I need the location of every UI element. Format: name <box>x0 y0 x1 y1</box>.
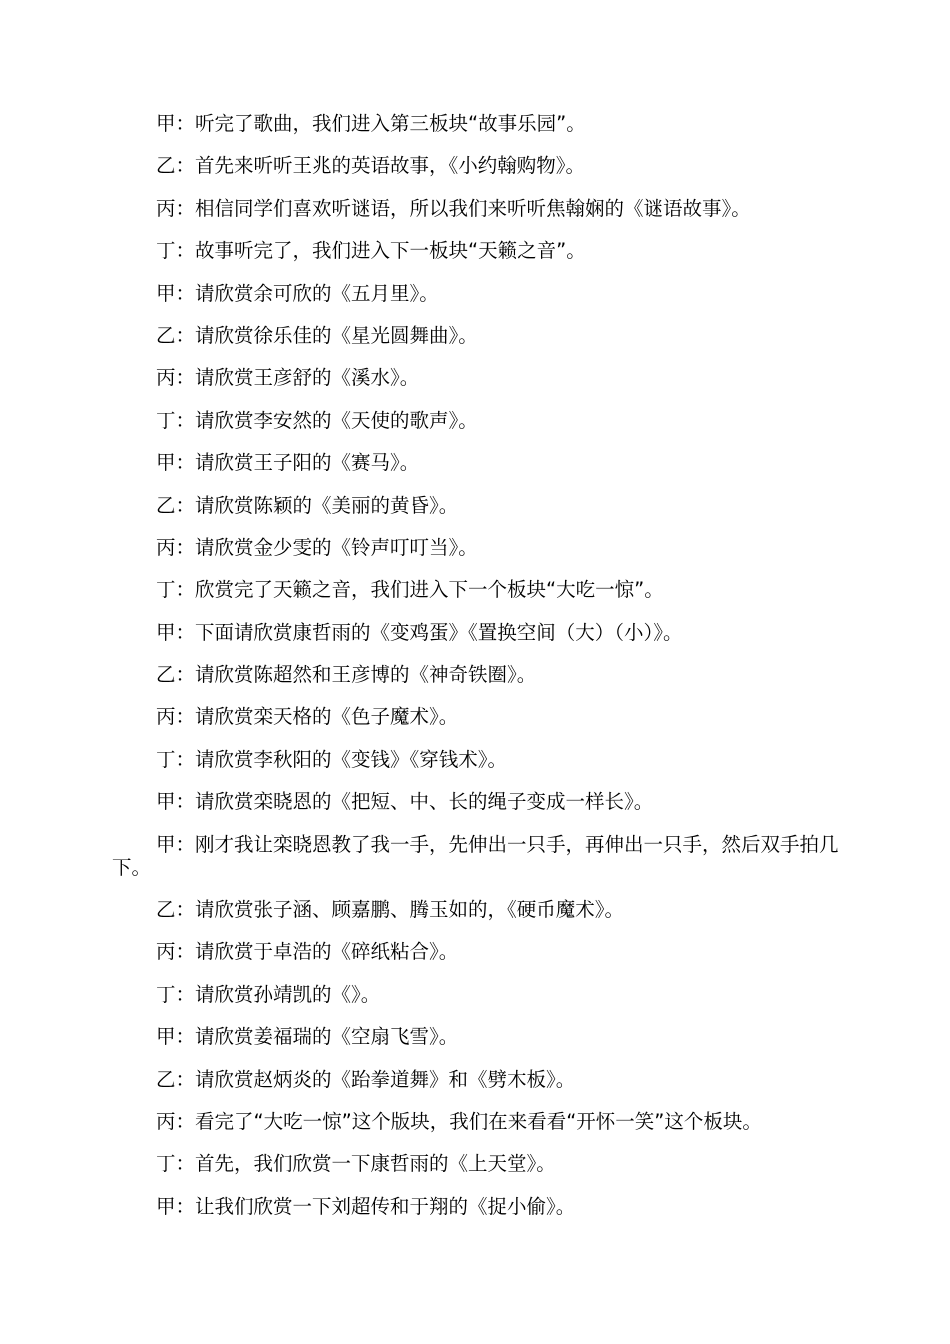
script-line: 丙：相信同学们喜欢听谜语，所以我们来听听焦翰娴的《谜语故事》。 <box>156 196 751 220</box>
script-line: 丙：请欣赏王彦舒的《溪水》。 <box>156 366 420 390</box>
script-line: 甲：请欣赏姜福瑞的《空扇飞雪》。 <box>156 1025 459 1049</box>
script-line: 乙：首先来听听王兆的英语故事，《小约翰购物》。 <box>156 154 586 178</box>
script-line: 丙：看完了“大吃一惊”这个版块，我们在来看看“开怀一笑”这个板块。 <box>156 1109 762 1133</box>
script-line: 丙：请欣赏金少雯的《铃声叮叮当》。 <box>156 535 478 559</box>
script-line: 乙：请欣赏赵炳炎的《跆拳道舞》和《劈木板》。 <box>156 1067 576 1091</box>
script-line: 甲：请欣赏王子阳的《赛马》。 <box>156 451 420 475</box>
script-line: 乙：请欣赏徐乐佳的《星光圆舞曲》。 <box>156 323 478 347</box>
script-line: 丁：请欣赏孙靖凯的《》。 <box>156 982 381 1006</box>
script-body <box>112 112 842 1237</box>
script-line: 丁：请欣赏李秋阳的《变钱》《穿钱术》。 <box>156 747 508 771</box>
script-line: 丙：请欣赏栾天格的《色子魔术》。 <box>156 705 459 729</box>
script-line: 丙：请欣赏于卓浩的《碎纸粘合》。 <box>156 940 459 964</box>
script-line: 乙：请欣赏陈超然和王彦博的《神奇铁圈》。 <box>156 663 537 687</box>
script-line: 甲：下面请欣赏康哲雨的《变鸡蛋》《置换空间（大）（小）》。 <box>156 620 683 644</box>
script-line: 甲：刚才我让栾晓恩教了我一手，先伸出一只手，再伸出一只手，然后双手拍几下。 <box>112 832 839 879</box>
script-line: 甲：请欣赏栾晓恩的《把短、中、长的绳子变成一样长》。 <box>156 790 654 814</box>
script-line: 丁：请欣赏李安然的《天使的歌声》。 <box>156 408 478 432</box>
script-line: 甲：听完了歌曲，我们进入第三板块“故事乐园”。 <box>156 112 586 135</box>
script-line: 丁：欣赏完了天籁之音，我们进入下一个板块“大吃一惊”。 <box>156 578 664 602</box>
script-line: 甲：让我们欣赏一下刘超传和于翔的《捉小偷》。 <box>156 1194 576 1218</box>
script-line: 丁：故事听完了，我们进入下一板块“天籁之音”。 <box>156 239 586 263</box>
script-line: 乙：请欣赏张子涵、顾嘉鹏、腾玉如的，《硬币魔术》。 <box>156 898 625 922</box>
script-line: 乙：请欣赏陈颖的《美丽的黄昏》。 <box>156 493 459 517</box>
script-line: 丁：首先，我们欣赏一下康哲雨的《上天堂》。 <box>156 1152 556 1176</box>
script-line: 甲：请欣赏余可欣的《五月里》。 <box>156 281 439 305</box>
